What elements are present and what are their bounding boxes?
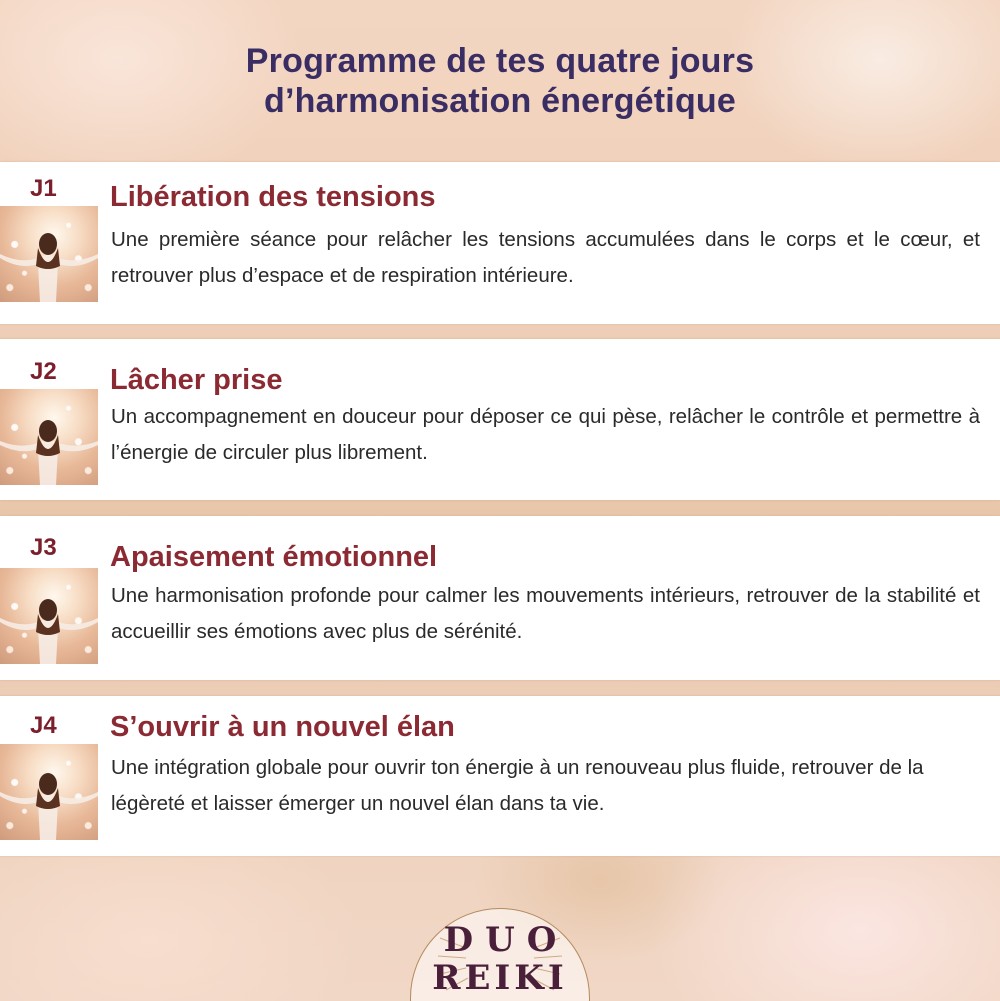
day-title: Libération des tensions (110, 181, 436, 213)
day-title: Lâcher prise (110, 364, 283, 396)
day-description: Une première séance pour relâcher les tensions accumulées dans le corps et le cœur, et retrouver plus d’espace et de respiration intérieure. (111, 228, 980, 287)
day-label: J1 (30, 175, 57, 202)
duo-reiki-logo (410, 908, 590, 1001)
page-title-line-2: d’harmonisation énergétique (263, 82, 737, 120)
day-title: S’ouvrir à un nouvel élan (110, 711, 455, 743)
day-title: Apaisement émotionnel (110, 541, 438, 573)
day-thumbnail-image (0, 389, 98, 485)
day-card-j3 (0, 516, 1000, 680)
day-label: J2 (30, 358, 57, 385)
day-label: J3 (30, 534, 57, 561)
day-card-j2 (0, 339, 1000, 500)
day-description: Une harmonisation profonde pour calmer les mouvements intérieurs, retrouver de la stabilité et accueillir ses émotions avec plus de sérénité. (111, 584, 980, 643)
logo-text-duo: DUO (443, 920, 569, 960)
page-title-line-1: Programme de tes quatre jours (245, 42, 755, 80)
page-title (246, 41, 754, 121)
day-description: Un accompagnement en douceur pour déposer ce qui pèse, relâcher le contrôle et permettre à l’énergie de circuler plus librement. (111, 405, 980, 464)
logo-text-reiki: REIKI (432, 958, 568, 998)
day-thumbnail-image (0, 206, 98, 302)
day-card-j1 (0, 162, 1000, 324)
day-description: Une intégration globale pour ouvrir ton énergie à un renouveau plus fluide, retrouver de la légèreté et laisser émerger un nouvel élan dans ta vie. (111, 756, 924, 815)
day-thumbnail-image (0, 568, 98, 664)
day-label: J4 (30, 712, 57, 739)
day-card-j4 (0, 696, 1000, 856)
header (0, 0, 1000, 162)
day-thumbnail-image (0, 744, 98, 840)
